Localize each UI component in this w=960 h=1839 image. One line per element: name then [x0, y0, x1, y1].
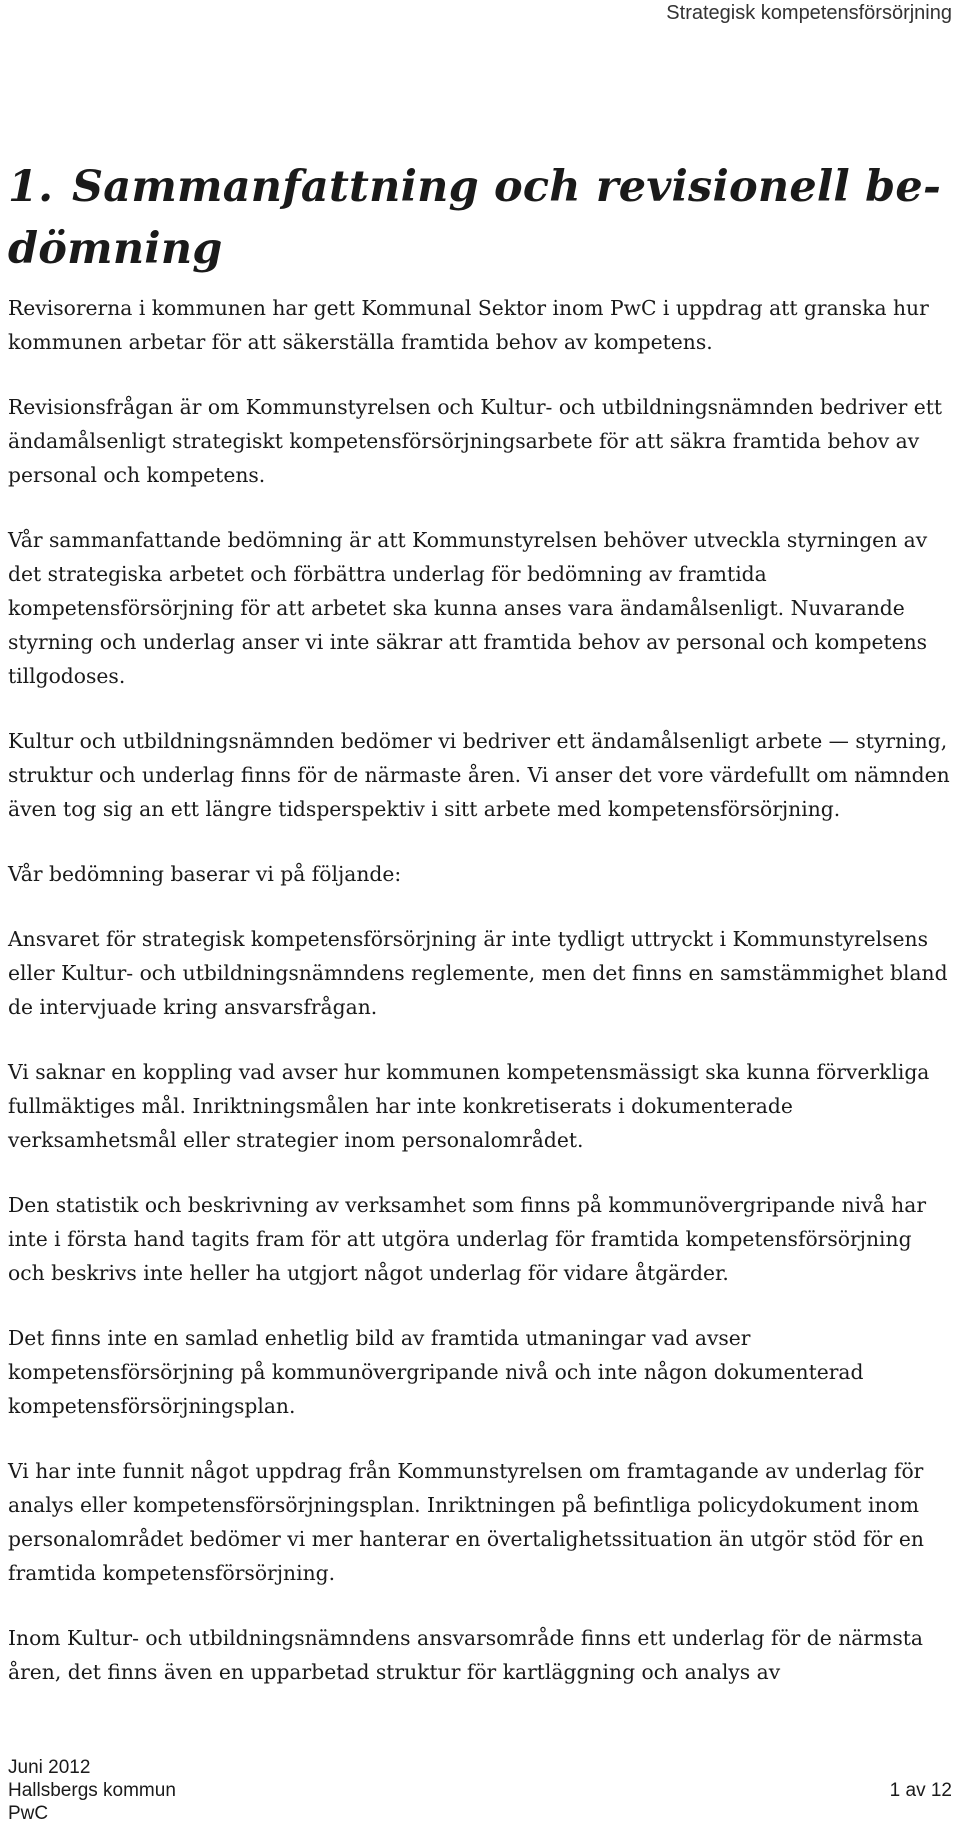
paragraph: Det finns inte en samlad enhetlig bild av framtida utmaningar vad avser kompetensförsörjning på kommunövergripande nivå och inte någon dokumenterad kompetensförsörjningsplan.	[8, 1326, 864, 1418]
body-text	[8, 291, 952, 1720]
page-number: 1 av 12	[889, 1780, 952, 1801]
paragraph: Vi har inte funnit något uppdrag från Kommunstyrelsen om framtagande av underlag för analys eller kompetensförsörjningsplan. Inriktningen på befintliga policydokument inom personalområdet bedömer vi mer hanterar en övertalighetssituation än utgör stöd för en framtida kompetensförsörjning.	[8, 1459, 924, 1585]
paragraph: Vår sammanfattande bedömning är att Kommunstyrelsen behöver utveckla styrningen av det strategiska arbetet och förbättra underlag för bedömning av framtida kompetensförsörjning för att arbetet ska kunna anses vara ändamålsenligt. Nuvarande styrning och underlag anser vi inte säkrar att framtida behov av personal och kompetens tillgodoses.	[8, 528, 928, 688]
footer-date: Juni 2012	[8, 1757, 91, 1778]
section-heading	[8, 156, 948, 280]
paragraph: Inom Kultur- och utbildningsnämndens ansvarsområde finns ett underlag för de närmsta åren, det finns även en upparbetad struktur för kartläggning och analys av	[8, 1626, 923, 1684]
running-header: Strategisk kompetensförsörjning	[666, 2, 952, 24]
section-number: 1.	[8, 162, 54, 212]
paragraph: Revisionsfrågan är om Kommunstyrelsen och Kultur- och utbildningsnämnden bedriver ett ändamålsenligt strategiskt kompetensförsörjningsarbete för att säkra framtida behov av personal och kompetens.	[8, 395, 943, 487]
page-footer	[8, 1756, 952, 1825]
paragraph: Ansvaret för strategisk kompetensförsörjning är inte tydligt uttryckt i Kommunstyrelsens eller Kultur- och utbildningsnämndens reglemente, men det finns en samstämmighet bland de intervjuade kring ansvarsfrågan.	[8, 927, 948, 1019]
section-title: Sammanfattning och revisionell be-dömning	[8, 162, 942, 274]
paragraph: Den statistik och beskrivning av verksamhet som finns på kommunövergripande nivå har inte i första hand tagits fram för att utgöra underlag för framtida kompetensförsörjning och beskrivs inte heller ha utgjort något underlag för vidare åtgärder.	[8, 1193, 927, 1285]
footer-firm: PwC	[8, 1803, 49, 1824]
paragraph: Kultur och utbildningsnämnden bedömer vi bedriver ett ändamålsenligt arbete — styrning, struktur och underlag finns för de närmaste åren. Vi anser det vore värdefullt om nämnden även tog sig an ett längre tidsperspektiv i sitt arbete med kompetensförsörjning.	[8, 729, 950, 821]
paragraph: Vi saknar en koppling vad avser hur kommunen kompetensmässigt ska kunna förverkliga fullmäktiges mål. Inriktningsmålen har inte konkretiserats i dokumenterade verksamhetsmål eller strategier inom personalområdet.	[8, 1060, 930, 1152]
paragraph: Revisorerna i kommunen har gett Kommunal Sektor inom PwC i uppdrag att granska hur kommunen arbetar för att säkerställa framtida behov av kompetens.	[8, 296, 929, 354]
paragraph: Vår bedömning baserar vi på följande:	[8, 862, 402, 886]
footer-client: Hallsbergs kommun	[8, 1780, 176, 1801]
